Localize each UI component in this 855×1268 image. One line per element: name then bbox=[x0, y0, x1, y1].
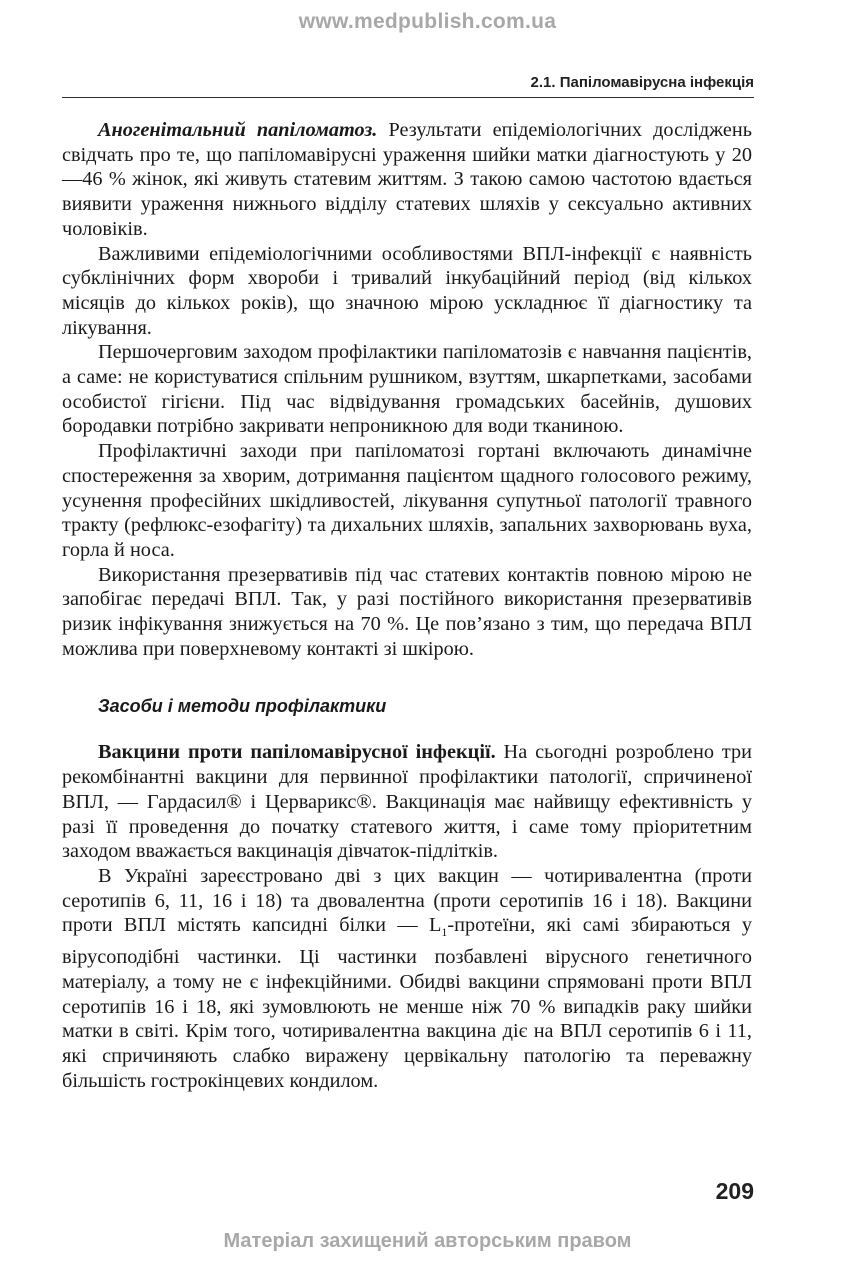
paragraph-text: На сьогодні розроблено три рекомбінантні вакцини для первинної профілактики патології, спричиненої ВПЛ, — Гардасил® і Церварикс®. Вакцинація має найвищу ефективність у разі її проведення до початку статевого життя, і саме тому пріоритетним заходом вважається вакцинація дівчаток-підлітків. bbox=[62, 741, 753, 863]
paragraph-lead: Аногенітальний папіломатоз. bbox=[98, 119, 378, 141]
paragraph-text: -протеїни, які самі збираються у вірусоподібні частинки. Ці частинки позбавлені вірусного генетичного матеріалу, а тому не є інфекційними. Обидві вакцини спрямовані проти ВПЛ серотипів 16 і 18, які зумовлюють не менше ніж 70 % випадків раку шийки матки в світі. Крім того, чотиривалентна вакцина діє на ВПЛ серотипів 6 і 11, які спричиняють слабко виражену цервікальну патологію та переважну більшість гострокінцевих кондилом. bbox=[62, 914, 752, 1092]
paragraph-condoms: Використання презервативів під час статевих контактів повною мірою не запобігає передачі ВПЛ. Так, у разі постійного використання презервативів ризик інфікування знижується на 70 %. Це пов’язано з тим, що передача ВПЛ можлива при поверхневому контакті зі шкірою. bbox=[62, 563, 752, 660]
paragraph-epidemiology: Важливими епідеміологічними особливостями ВПЛ-інфекції є наявність субклінічних форм хвороби і тривалий інкубаційний період (від кількох місяців до кількох років), що значною мірою ускладнює її діагностику та лікування. bbox=[62, 242, 752, 339]
paragraph-vaccines bbox=[62, 740, 752, 864]
subscript: 1 bbox=[441, 925, 448, 940]
header-divider bbox=[62, 97, 754, 98]
paragraph-larynx-prevention: Профілактичні заходи при папіломатозі гортані включають динамічне спостереження за хворим, дотримання пацієнтом щадного голосового режиму, усунення професійних шкідливостей, лікування супутньої патології травного тракту (рефлюкс-езофагіту) та дихальних шляхів, запальних захворювань вуха, горла й носа. bbox=[62, 440, 752, 561]
paragraph-prevention-hygiene: Першочерговим заходом профілактики папіломатозів є навчання пацієнтів, а саме: не користуватися спільним рушником, взуттям, шкарпетками, засобами особистої гігієни. Під час відвідування громадських басейнів, душових бородавки потрібно закривати непроникною для води тканиною. bbox=[62, 341, 752, 438]
paragraph-text: Результати епідеміологічних досліджень свідчать про те, що папіломавірусні ураження шийки матки діагностують у 20—46 % жінок, які живуть статевим життям. З такою самою частотою вдається виявити ураження нижнього відділу статевих шляхів у сексуально активних чоловіків. bbox=[62, 119, 753, 240]
page-body bbox=[62, 118, 752, 1093]
running-head: 2.1. Папіломавірусна інфекція bbox=[530, 74, 754, 91]
page-number: 209 bbox=[715, 1178, 754, 1204]
paragraph-lead: Вакцини проти папіломавірусної інфекції. bbox=[98, 741, 496, 764]
paragraph-text: В Україні зареєстровано дві з цих вакцин — чотиривалентна (проти серотипів 6, 11, 16 і 18) та двовалентна (проти серотипів 16 і 18). Вакцини проти ВПЛ містять капсидні білки — L bbox=[62, 864, 752, 937]
paragraph-anogenital bbox=[62, 118, 752, 242]
paragraph-vaccines-ukraine bbox=[62, 864, 752, 1093]
copyright-watermark: Матеріал захищений авторським правом bbox=[223, 1230, 632, 1252]
site-url-watermark: www.medpublish.com.ua bbox=[298, 10, 557, 33]
section-heading: Засоби і методи профілактики bbox=[98, 696, 387, 717]
